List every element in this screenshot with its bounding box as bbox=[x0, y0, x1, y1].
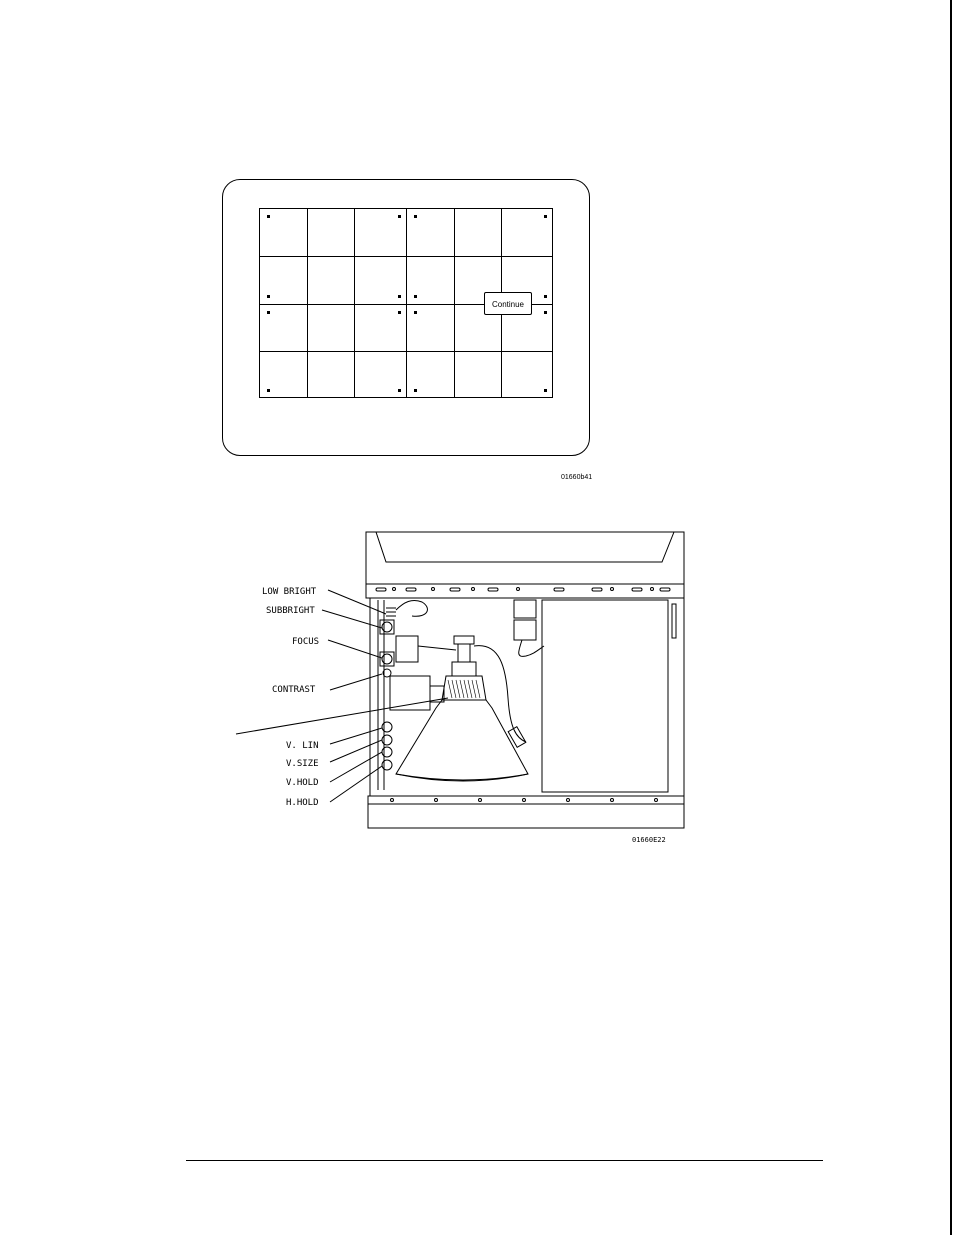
power-supply-box bbox=[542, 600, 668, 792]
chassis bbox=[370, 598, 684, 796]
calibration-dot bbox=[267, 295, 270, 298]
calibration-dot bbox=[398, 295, 401, 298]
crt-drawing bbox=[200, 528, 700, 848]
figure-id-2: 01660E22 bbox=[632, 836, 666, 844]
label-h-hold: H.HOLD bbox=[286, 798, 319, 808]
continue-button[interactable]: Continue bbox=[484, 292, 532, 315]
calibration-dot bbox=[398, 215, 401, 218]
label-low-bright: LOW BRIGHT bbox=[262, 587, 317, 597]
label-v-hold: V.HOLD bbox=[286, 778, 319, 788]
front-bezel bbox=[366, 532, 684, 584]
calibration-dot bbox=[267, 389, 270, 392]
calibration-dot bbox=[544, 311, 547, 314]
label-focus: FOCUS bbox=[292, 637, 320, 647]
adjustment-pots bbox=[380, 620, 394, 770]
grid-line bbox=[260, 351, 552, 352]
calibration-dot bbox=[544, 295, 547, 298]
calibration-dot bbox=[267, 311, 270, 314]
calibration-dot bbox=[414, 215, 417, 218]
calibration-dot bbox=[398, 311, 401, 314]
crt-funnel bbox=[396, 700, 528, 780]
page-border-right bbox=[950, 0, 952, 1235]
connector-block bbox=[514, 600, 536, 618]
grid-line bbox=[354, 209, 355, 397]
cable-loop bbox=[396, 600, 427, 616]
calibration-dot bbox=[544, 389, 547, 392]
frame-slots bbox=[376, 588, 670, 592]
figure-id-1: 01660b41 bbox=[561, 474, 593, 481]
calibration-dot bbox=[398, 389, 401, 392]
anode-cable bbox=[474, 646, 526, 742]
calibration-dot bbox=[544, 215, 547, 218]
footer-rule bbox=[186, 1160, 823, 1161]
calibration-dot bbox=[414, 311, 417, 314]
grid-line bbox=[406, 209, 407, 397]
focus-module bbox=[396, 636, 418, 662]
bottom-panel bbox=[368, 804, 684, 828]
bezel-inner bbox=[366, 532, 684, 562]
calibration-dot bbox=[267, 215, 270, 218]
label-contrast: CONTRAST bbox=[272, 685, 316, 695]
calibration-dot bbox=[414, 295, 417, 298]
grid-line bbox=[454, 209, 455, 397]
neck-cap bbox=[454, 636, 474, 644]
label-v-lin: V. LIN bbox=[286, 741, 319, 751]
label-subbright: SUBBRIGHT bbox=[266, 606, 315, 616]
side-latch bbox=[672, 604, 676, 638]
grid-line bbox=[307, 209, 308, 397]
calibration-dot bbox=[414, 389, 417, 392]
leader-lines bbox=[236, 590, 448, 802]
calibration-screen-figure bbox=[222, 179, 590, 456]
rail-holes bbox=[391, 799, 658, 802]
crt-adjustment-diagram bbox=[200, 528, 700, 848]
label-v-size: V.SIZE bbox=[286, 759, 319, 769]
grid-line bbox=[260, 256, 552, 257]
